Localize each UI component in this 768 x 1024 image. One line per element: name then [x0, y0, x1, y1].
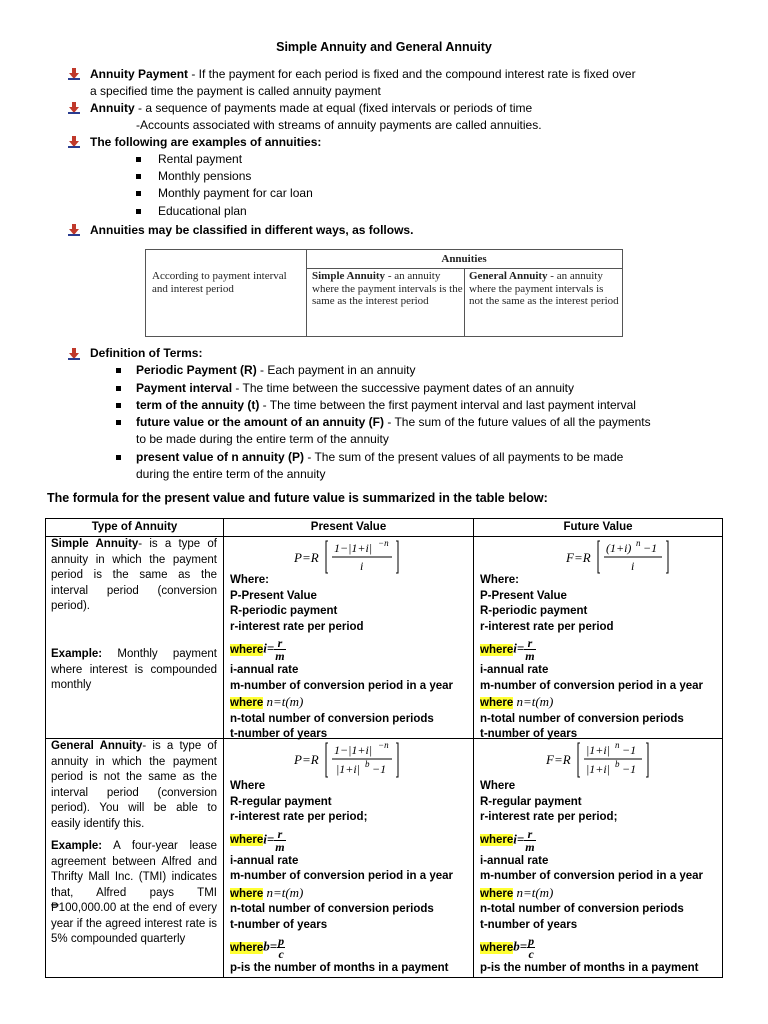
- general-annuity-description: General Annuity- is a type of annuity in which the payment period is not the same as the interval period (conversion period). You will be able to easily identify this.: [51, 740, 217, 830]
- page-title: Simple Annuity and General Annuity: [276, 40, 492, 54]
- svg-text:|1+i|: |1+i|: [336, 762, 361, 776]
- header-present-value: Present Value: [310, 521, 387, 533]
- simple-annuity-example: Example: Monthly payment where interest is compounded monthly: [51, 648, 217, 691]
- example-item: Rental payment: [158, 151, 242, 168]
- simple-annuity-cell: Simple Annuity - an annuity where the payment intervals is the same as the interest period: [312, 270, 463, 307]
- svg-text:−1: −1: [372, 762, 387, 776]
- arrow-bullet-icon: [68, 68, 80, 80]
- annuity-line-2: -Accounts associated with streams of annuity payments are called annuities.: [136, 118, 542, 132]
- svg-text:F=R: F=R: [566, 550, 591, 565]
- annuity-line: Annuity - a sequence of payments made at equal (fixed intervals or periods of time: [90, 101, 533, 115]
- svg-text:1−|1+i|: 1−|1+i|: [334, 743, 373, 757]
- simple-annuity-description: Simple Annuity- is a type of annuity in which the payment period is the same as the interval period (conversion period).: [51, 538, 217, 612]
- svg-text:F=R: F=R: [546, 752, 571, 767]
- arrow-bullet-icon: [68, 348, 80, 360]
- svg-text:n: n: [615, 740, 620, 750]
- classified-heading: Annuities may be classified in different ways, as follows.: [90, 223, 414, 237]
- definition-item: term of the annuity (t) - The time between the first payment interval and last payment interval: [136, 397, 726, 414]
- svg-text:−1: −1: [622, 762, 637, 776]
- svg-text:|1+i|: |1+i|: [586, 762, 611, 776]
- header-type: Type of Annuity: [91, 521, 178, 533]
- example-item: Educational plan: [158, 203, 247, 220]
- svg-text:−n: −n: [378, 740, 389, 750]
- svg-text:b: b: [365, 759, 370, 769]
- classification-criterion: According to payment interval and interest period: [152, 270, 287, 295]
- header-future-value: Future Value: [563, 521, 633, 533]
- annuity-payment-line: Annuity Payment - If the payment for each period is fixed and the compound interest rate is fixed over a specified time the payment is called annuity payment: [90, 67, 636, 98]
- simple-pv-definitions: Where: P-Present Value R-periodic payment r-interest rate per period wherei= $\frac{r}{m}$ i-annual rate m-number of conversion period in a year where n=t(m) n-total number of conversion periods t-number of years: [230, 574, 454, 740]
- example-item: Monthly payment for car loan: [158, 185, 313, 202]
- definition-item: Payment interval - The time between the successive payment dates of an annuity: [136, 380, 726, 397]
- svg-text:−1: −1: [643, 541, 658, 555]
- svg-text:n: n: [636, 538, 641, 548]
- annuities-classification-table: [145, 249, 623, 337]
- svg-text:−1: −1: [622, 743, 637, 757]
- svg-text:P=R: P=R: [294, 550, 319, 565]
- svg-text:b: b: [615, 759, 620, 769]
- arrow-bullet-icon: [68, 224, 80, 236]
- formula-intro: The formula for the present value and future value is summarized in the table below:: [47, 491, 548, 505]
- svg-text:|1+i|: |1+i|: [586, 743, 611, 757]
- examples-heading: The following are examples of annuities:: [90, 135, 322, 149]
- general-annuity-cell: General Annuity - an annuity where the payment intervals is not the same as the interest period: [469, 270, 619, 307]
- svg-text:(1+i): (1+i): [606, 541, 632, 555]
- simple-pv-formula: [294, 537, 424, 577]
- general-pv-formula: [294, 739, 424, 781]
- simple-fv-definitions: Where: P-Present Value R-periodic payment r-interest rate per period wherei= $\frac{r}{m}$ i-annual rate m-number of conversion period in a year where n=t(m) n-total number of conversion periods t-number of years: [480, 574, 704, 740]
- arrow-bullet-icon: [68, 136, 80, 148]
- general-pv-definitions: Where R-regular payment r-interest rate per period; wherei= $\frac{r}{m}$ i-annual rate m-number of conversion period in a year where n=t(m) n-total number of conversion periods t-number of years whereb= $\frac{p}{c}$ p-is the number of months in a payment: [230, 780, 454, 974]
- general-annuity-example: Example: A four-year lease agreement between Alfred and Thrifty Mall Inc. (TMI) indicates that, Alfred pays TMI ₱100,000.00 at the end of every year if the agreed interest rate is 5% compounded quarterly: [51, 840, 217, 945]
- definitions-heading: Definition of Terms:: [90, 346, 203, 360]
- svg-text:P=R: P=R: [294, 752, 319, 767]
- simple-fv-formula: [566, 537, 696, 577]
- general-fv-formula: [546, 739, 676, 781]
- svg-text:−n: −n: [378, 538, 389, 548]
- general-fv-definitions: Where R-regular payment r-interest rate per period; wherei= $\frac{r}{m}$ i-annual rate m-number of conversion period in a year where n=t(m) n-total number of conversion periods t-number of years whereb= $\frac{p}{c}$ p-is the number of months in a payment: [480, 780, 704, 974]
- definition-item: future value or the amount of an annuity (F) - The sum of the future values of all the payments to be made during the entire term of the annuity: [136, 414, 726, 448]
- arrow-bullet-icon: [68, 102, 80, 114]
- definition-item: Periodic Payment (R) - Each payment in an annuity: [136, 362, 726, 379]
- svg-text:i: i: [631, 559, 635, 573]
- svg-text:1−|1+i|: 1−|1+i|: [334, 541, 373, 555]
- example-item: Monthly pensions: [158, 168, 251, 185]
- definition-item: present value of n annuity (P) - The sum of the present values of all payments to be made during the entire term of the annuity: [136, 449, 726, 483]
- svg-text:i: i: [360, 559, 364, 573]
- formula-table: [45, 518, 723, 978]
- annuities-table-header: Annuities: [306, 250, 622, 269]
